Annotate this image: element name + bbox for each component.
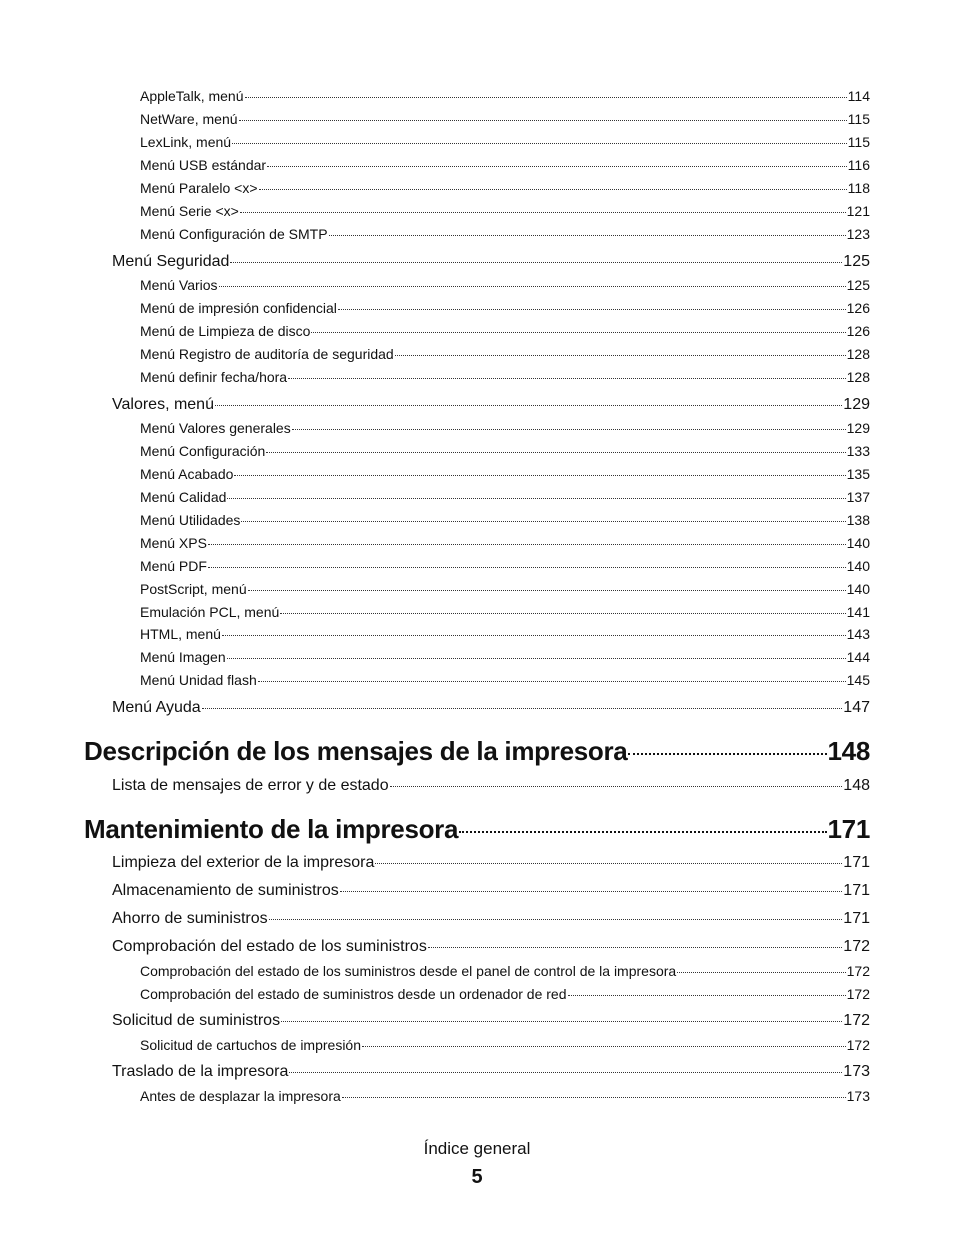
dot-leader — [202, 708, 843, 709]
dot-leader — [428, 947, 842, 948]
dot-leader — [230, 262, 842, 263]
toc-subsection-entry — [140, 986, 870, 1002]
entry-title: Menú Valores generales — [140, 420, 291, 436]
entry-page-number: 143 — [846, 626, 870, 642]
entry-title: Solicitud de cartuchos de impresión — [140, 1037, 362, 1053]
toc-subsection-entry — [140, 420, 870, 436]
entry-page-number: 145 — [846, 672, 870, 688]
toc-section-entry — [112, 1012, 870, 1030]
dot-leader — [292, 429, 846, 430]
toc-subsection-entry — [140, 1037, 870, 1053]
toc-subsection-entry — [140, 649, 870, 665]
entry-page-number: 172 — [843, 938, 870, 955]
entry-page-number: 138 — [846, 512, 870, 528]
dot-leader — [281, 1021, 842, 1022]
entry-page-number: 129 — [846, 420, 870, 436]
dot-leader — [258, 681, 846, 682]
dot-leader — [390, 786, 843, 787]
dot-leader — [208, 544, 846, 545]
entry-title: NetWare, menú — [140, 111, 238, 127]
entry-page-number: 173 — [843, 1063, 870, 1080]
entry-page-number: 172 — [846, 963, 870, 979]
entry-title: Mantenimiento de la impresora — [84, 814, 459, 844]
entry-page-number: 126 — [846, 300, 870, 316]
dot-leader — [232, 143, 847, 144]
dot-leader — [239, 120, 847, 121]
dot-leader — [342, 1097, 846, 1098]
entry-title: Comprobación del estado de los suministros — [112, 938, 427, 955]
toc-subsection-entry — [140, 672, 870, 688]
toc-section-entry — [112, 396, 870, 414]
entry-title: Menú Utilidades — [140, 512, 241, 528]
dot-leader — [340, 891, 843, 892]
entry-page-number: 121 — [846, 203, 870, 219]
entry-page-number: 148 — [827, 736, 870, 766]
entry-page-number: 140 — [846, 558, 870, 574]
entry-title: AppleTalk, menú — [140, 88, 244, 104]
dot-leader — [234, 475, 845, 476]
entry-page-number: 125 — [846, 277, 870, 293]
toc-subsection-entry — [140, 203, 870, 219]
entry-title: Menú de impresión confidencial — [140, 300, 337, 316]
entry-page-number: 171 — [843, 910, 870, 927]
toc-subsection-entry — [140, 558, 870, 574]
entry-page-number: 148 — [843, 777, 870, 794]
dot-leader — [259, 189, 847, 190]
toc-subsection-entry — [140, 134, 870, 150]
dot-leader — [245, 97, 847, 98]
entry-title: Limpieza del exterior de la impresora — [112, 854, 375, 871]
entry-title: Menú definir fecha/hora — [140, 369, 288, 385]
toc-chapter-entry — [84, 736, 870, 767]
toc-section-entry — [112, 910, 870, 928]
toc-subsection-entry — [140, 323, 870, 339]
toc-section-entry — [112, 854, 870, 872]
toc-subsection-entry — [140, 626, 870, 642]
dot-leader — [241, 521, 845, 522]
entry-page-number: 172 — [846, 1037, 870, 1053]
entry-page-number: 140 — [846, 535, 870, 551]
entry-page-number: 172 — [846, 986, 870, 1002]
entry-title: Menú PDF — [140, 558, 207, 574]
dot-leader — [329, 235, 846, 236]
dot-leader — [267, 166, 847, 167]
dot-leader — [338, 309, 846, 310]
toc-section-entry — [112, 699, 870, 717]
toc-subsection-entry — [140, 300, 870, 316]
entry-page-number: 141 — [846, 604, 870, 620]
dot-leader — [568, 995, 846, 996]
entry-page-number: 116 — [847, 157, 870, 173]
toc-section-entry — [112, 777, 870, 795]
entry-title: Ahorro de suministros — [112, 910, 268, 927]
entry-title: Menú Unidad flash — [140, 672, 257, 688]
entry-page-number: 135 — [846, 466, 870, 482]
entry-page-number: 172 — [843, 1012, 870, 1029]
entry-title: Menú XPS — [140, 535, 207, 551]
entry-title: Emulación PCL, menú — [140, 604, 280, 620]
entry-title: Menú Varios — [140, 277, 218, 293]
entry-page-number: 144 — [846, 649, 870, 665]
entry-title: Comprobación del estado de suministros desde un ordenador de red — [140, 986, 567, 1002]
entry-title: Menú Registro de auditoría de seguridad — [140, 346, 394, 362]
dot-leader — [311, 332, 845, 333]
entry-page-number: 114 — [847, 88, 870, 104]
entry-title: Menú USB estándar — [140, 157, 267, 173]
dot-leader — [208, 567, 846, 568]
toc-subsection-entry — [140, 604, 870, 620]
toc-subsection-entry — [140, 277, 870, 293]
entry-title: Menú Calidad — [140, 489, 227, 505]
entry-title: Descripción de los mensajes de la impresora — [84, 736, 628, 766]
toc-subsection-entry — [140, 489, 870, 505]
entry-title: Menú de Limpieza de disco — [140, 323, 311, 339]
toc-subsection-entry — [140, 157, 870, 173]
entry-title: LexLink, menú — [140, 134, 232, 150]
entry-title: Valores, menú — [112, 396, 214, 413]
toc-subsection-entry — [140, 581, 870, 597]
entry-title: Solicitud de suministros — [112, 1012, 281, 1029]
entry-page-number: 137 — [846, 489, 870, 505]
entry-page-number: 118 — [847, 180, 870, 196]
entry-title: Menú Configuración — [140, 443, 266, 459]
entry-page-number: 115 — [847, 111, 870, 127]
toc-subsection-entry — [140, 963, 870, 979]
dot-leader — [375, 863, 842, 864]
entry-title: Traslado de la impresora — [112, 1063, 289, 1080]
entry-title: HTML, menú — [140, 626, 221, 642]
entry-title: Menú Ayuda — [112, 699, 201, 716]
entry-page-number: 128 — [846, 369, 870, 385]
dot-leader — [227, 498, 845, 499]
entry-page-number: 125 — [843, 253, 870, 270]
toc-subsection-entry — [140, 512, 870, 528]
toc-subsection-entry — [140, 88, 870, 104]
toc-subsection-entry — [140, 180, 870, 196]
dot-leader — [227, 658, 846, 659]
entry-title: Menú Imagen — [140, 649, 226, 665]
entry-page-number: 147 — [843, 699, 870, 716]
dot-leader — [362, 1046, 846, 1047]
entry-page-number: 171 — [843, 882, 870, 899]
entry-page-number: 133 — [846, 443, 870, 459]
entry-title: Lista de mensajes de error y de estado — [112, 777, 389, 794]
dot-leader — [628, 753, 826, 755]
toc-subsection-entry — [140, 443, 870, 459]
dot-leader — [219, 286, 846, 287]
toc-subsection-entry — [140, 466, 870, 482]
dot-leader — [280, 613, 845, 614]
toc-subsection-entry — [140, 226, 870, 242]
dot-leader — [459, 831, 826, 833]
entry-title: Antes de desplazar la impresora — [140, 1088, 341, 1104]
entry-title: Menú Serie <x> — [140, 203, 239, 219]
entry-page-number: 128 — [846, 346, 870, 362]
toc-subsection-entry — [140, 111, 870, 127]
toc-subsection-entry — [140, 369, 870, 385]
page-number: 5 — [471, 1166, 483, 1188]
dot-leader — [288, 378, 846, 379]
dot-leader — [222, 635, 846, 636]
entry-title: PostScript, menú — [140, 581, 247, 597]
dot-leader — [215, 405, 842, 406]
toc-section-entry — [112, 882, 870, 900]
entry-title: Menú Seguridad — [112, 253, 230, 270]
footer-label: Índice general — [423, 1139, 531, 1158]
dot-leader — [269, 919, 843, 920]
toc-section-entry — [112, 253, 870, 271]
entry-page-number: 173 — [846, 1088, 870, 1104]
dot-leader — [248, 590, 846, 591]
dot-leader — [677, 972, 845, 973]
entry-title: Menú Configuración de SMTP — [140, 226, 328, 242]
dot-leader — [395, 355, 846, 356]
entry-page-number: 171 — [843, 854, 870, 871]
dot-leader — [266, 452, 845, 453]
entry-title: Comprobación del estado de los suministros desde el panel de control de la impresora — [140, 963, 677, 979]
entry-page-number: 115 — [847, 134, 870, 150]
toc-section-entry — [112, 1063, 870, 1081]
toc-chapter-entry — [84, 814, 870, 845]
dot-leader — [289, 1072, 842, 1073]
toc-subsection-entry — [140, 1088, 870, 1104]
entry-page-number: 126 — [846, 323, 870, 339]
toc-section-entry — [112, 938, 870, 956]
entry-page-number: 123 — [846, 226, 870, 242]
entry-page-number: 129 — [843, 396, 870, 413]
toc-subsection-entry — [140, 535, 870, 551]
entry-title: Menú Acabado — [140, 466, 234, 482]
dot-leader — [240, 212, 846, 213]
toc-subsection-entry — [140, 346, 870, 362]
entry-page-number: 171 — [827, 814, 870, 844]
entry-title: Menú Paralelo <x> — [140, 180, 258, 196]
entry-page-number: 140 — [846, 581, 870, 597]
entry-title: Almacenamiento de suministros — [112, 882, 339, 899]
